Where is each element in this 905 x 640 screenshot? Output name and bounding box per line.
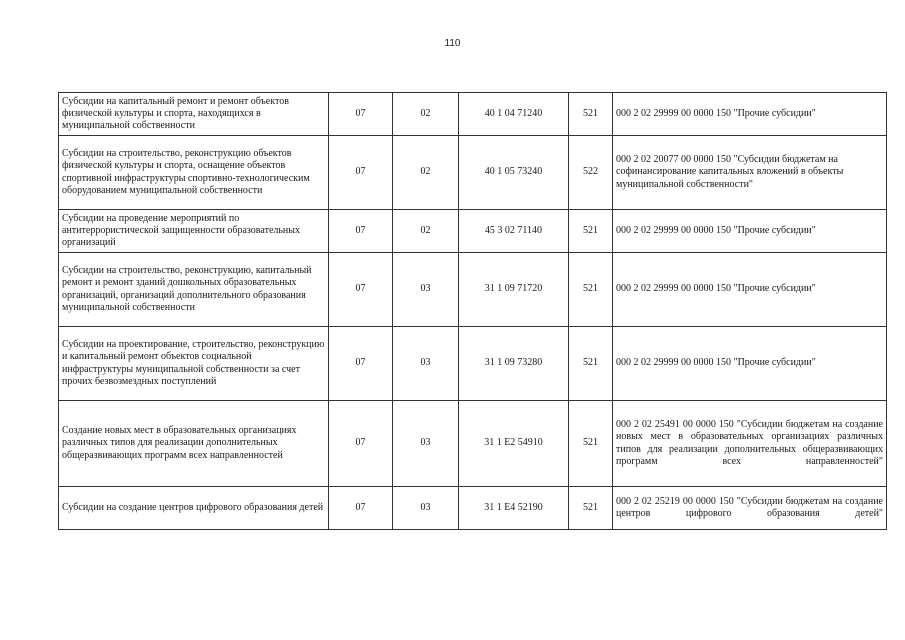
row-name: Субсидии на создание центров цифрового образования детей — [59, 487, 329, 530]
row-section: 07 — [329, 327, 393, 401]
row-source: 000 2 02 29999 00 0000 150 "Прочие субсидии" — [613, 210, 887, 253]
row-source: 000 2 02 29999 00 0000 150 "Прочие субсидии" — [613, 93, 887, 136]
row-target-article: 40 1 05 73240 — [459, 136, 569, 210]
row-name: Создание новых мест в образовательных организациях различных типов для реализации дополнительных общеразвивающих программ всех направленностей — [59, 401, 329, 487]
row-target-article: 31 1 09 73280 — [459, 327, 569, 401]
row-subsection: 02 — [393, 136, 459, 210]
row-section: 07 — [329, 93, 393, 136]
table-row — [59, 487, 887, 530]
subsidies-table — [58, 92, 887, 530]
row-target-article: 31 1 09 71720 — [459, 253, 569, 327]
row-expense-type: 521 — [569, 93, 613, 136]
row-expense-type: 521 — [569, 210, 613, 253]
row-target-article: 31 1 E4 52190 — [459, 487, 569, 530]
row-source: 000 2 02 25491 00 0000 150 "Субсидии бюджетам на создание новых мест в образовательных организациях различных типов для реализации дополнительных общеразвивающих программ всех направленностей" — [613, 401, 887, 487]
row-expense-type: 522 — [569, 136, 613, 210]
row-name: Субсидии на проектирование, строительство, реконструкцию и капитальный ремонт объектов социальной инфраструктуры муниципальной собственности за счет прочих безвозмездных поступлений — [59, 327, 329, 401]
row-section: 07 — [329, 136, 393, 210]
row-name: Субсидии на строительство, реконструкцию объектов физической культуры и спорта, оснащение объектов спортивной инфраструктуры спортивно-технологическим оборудованием муниципальной собственности — [59, 136, 329, 210]
row-target-article: 45 3 02 71140 — [459, 210, 569, 253]
row-expense-type: 521 — [569, 327, 613, 401]
row-target-article: 31 1 E2 54910 — [459, 401, 569, 487]
row-name: Субсидии на строительство, реконструкцию, капитальный ремонт и ремонт зданий дошкольных образовательных организаций, организаций дополнительного образования муниципальной собственности — [59, 253, 329, 327]
row-section: 07 — [329, 401, 393, 487]
row-section: 07 — [329, 210, 393, 253]
row-source: 000 2 02 25219 00 0000 150 "Субсидии бюджетам на создание центров цифрового образования детей" — [613, 487, 887, 530]
page-number: 110 — [444, 38, 461, 49]
table-row — [59, 253, 887, 327]
row-subsection: 03 — [393, 401, 459, 487]
table-row — [59, 136, 887, 210]
row-subsection: 03 — [393, 487, 459, 530]
row-subsection: 02 — [393, 210, 459, 253]
row-expense-type: 521 — [569, 487, 613, 530]
table-row — [59, 93, 887, 136]
row-expense-type: 521 — [569, 401, 613, 487]
row-source: 000 2 02 29999 00 0000 150 "Прочие субсидии" — [613, 253, 887, 327]
row-target-article: 40 1 04 71240 — [459, 93, 569, 136]
row-expense-type: 521 — [569, 253, 613, 327]
row-subsection: 03 — [393, 253, 459, 327]
row-section: 07 — [329, 253, 393, 327]
row-section: 07 — [329, 487, 393, 530]
table-row — [59, 327, 887, 401]
row-subsection: 02 — [393, 93, 459, 136]
row-source: 000 2 02 20077 00 0000 150 "Субсидии бюджетам на софинансирование капитальных вложений в объекты муниципальной собственности" — [613, 136, 887, 210]
table-row — [59, 401, 887, 487]
row-subsection: 03 — [393, 327, 459, 401]
row-name: Субсидии на капитальный ремонт и ремонт объектов физической культуры и спорта, находящихся в муниципальной собственности — [59, 93, 329, 136]
row-name: Субсидии на проведение мероприятий по антитеррористической защищенности образовательных организаций — [59, 210, 329, 253]
table-row — [59, 210, 887, 253]
row-source: 000 2 02 29999 00 0000 150 "Прочие субсидии" — [613, 327, 887, 401]
